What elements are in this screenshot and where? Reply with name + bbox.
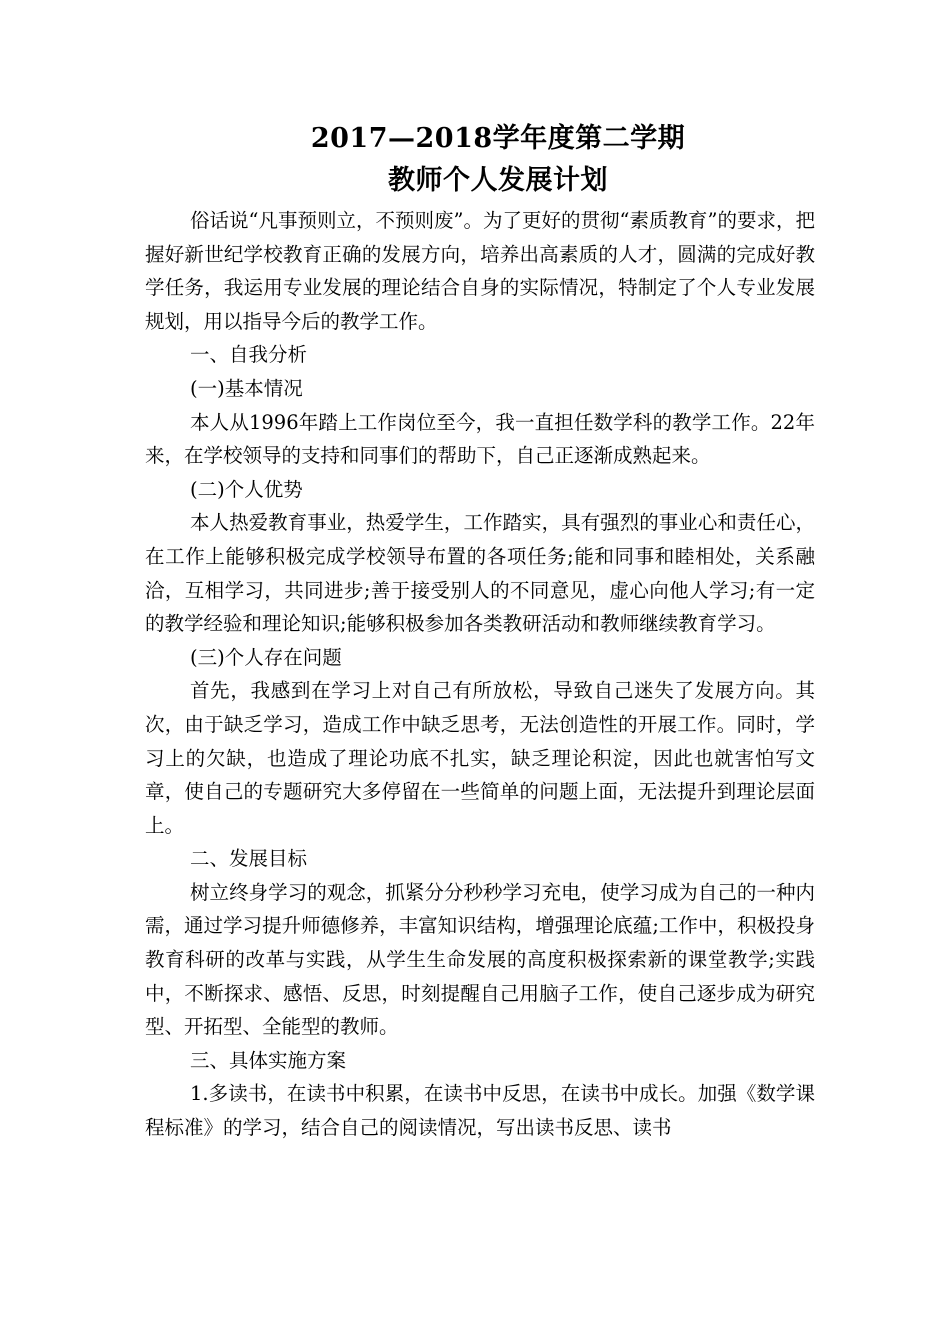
implementation-paragraph: 1.多读书，在读书中积累，在读书中反思，在读书中成长。加强《数学课程标准》的学习，结合自己的阅读情况，写出读书反思、读书 bbox=[145, 1082, 815, 1140]
section-heading-goals: 二、发展目标 bbox=[190, 847, 308, 871]
section-heading-implementation: 三、具体实施方案 bbox=[190, 1048, 347, 1072]
document-title-line2: 教师个人发展计划 bbox=[388, 165, 608, 196]
subsection-heading-strengths: (二)个人优势 bbox=[190, 477, 303, 501]
subsection-heading-problems: (三)个人存在问题 bbox=[190, 645, 342, 669]
document-page bbox=[145, 118, 815, 1145]
strengths-paragraph: 本人热爱教育事业，热爱学生，工作踏实，具有强烈的事业心和责任心，在工作上能够积极完成学校领导布置的各项任务;能和同事和睦相处，关系融洽，互相学习，共同进步;善于接受别人的不同意见，虚心向他人学习;有一定的教学经验和理论知识;能够积极参加各类教研活动和教师继续教育学习。 bbox=[145, 511, 815, 636]
section-heading-self-analysis: 一、自我分析 bbox=[190, 343, 308, 367]
problems-paragraph: 首先，我感到在学习上对自己有所放松，导致自己迷失了发展方向。其次，由于缺乏学习，造成工作中缺乏思考，无法创造性的开展工作。同时，学习上的欠缺，也造成了理论功底不扎实，缺乏理论积淀，因此也就害怕写文章，使自己的专题研究大多停留在一些简单的问题上面，无法提升到理论层面上。 bbox=[145, 679, 815, 837]
intro-paragraph: 俗话说“凡事预则立，不预则废”。为了更好的贯彻“素质教育”的要求，把握好新世纪学校教育正确的发展方向，培养出高素质的人才，圆满的完成好教学任务，我运用专业发展的理论结合自身的实际情况，特制定了个人专业发展规划，用以指导今后的教学工作。 bbox=[145, 209, 815, 333]
goals-paragraph: 树立终身学习的观念，抓紧分分秒秒学习充电，使学习成为自己的一种内需，通过学习提升师德修养，丰富知识结构，增强理论底蕴;工作中，积极投身教育科研的改革与实践，从学生生命发展的高度积极探索新的课堂教学;实践中，不断探求、感悟、反思，时刻提醒自己用脑子工作，使自己逐步成为研究型、开拓型、全能型的教师。 bbox=[145, 880, 815, 1039]
basic-info-paragraph: 本人从1996年踏上工作岗位至今，我一直担任数学科的教学工作。22年来，在学校领导的支持和同事们的帮助下，自己正逐渐成熟起来。 bbox=[145, 410, 815, 468]
subsection-heading-basic-info: (一)基本情况 bbox=[190, 376, 303, 400]
document-title-line1: 2017—2018学年度第二学期 bbox=[310, 123, 686, 154]
